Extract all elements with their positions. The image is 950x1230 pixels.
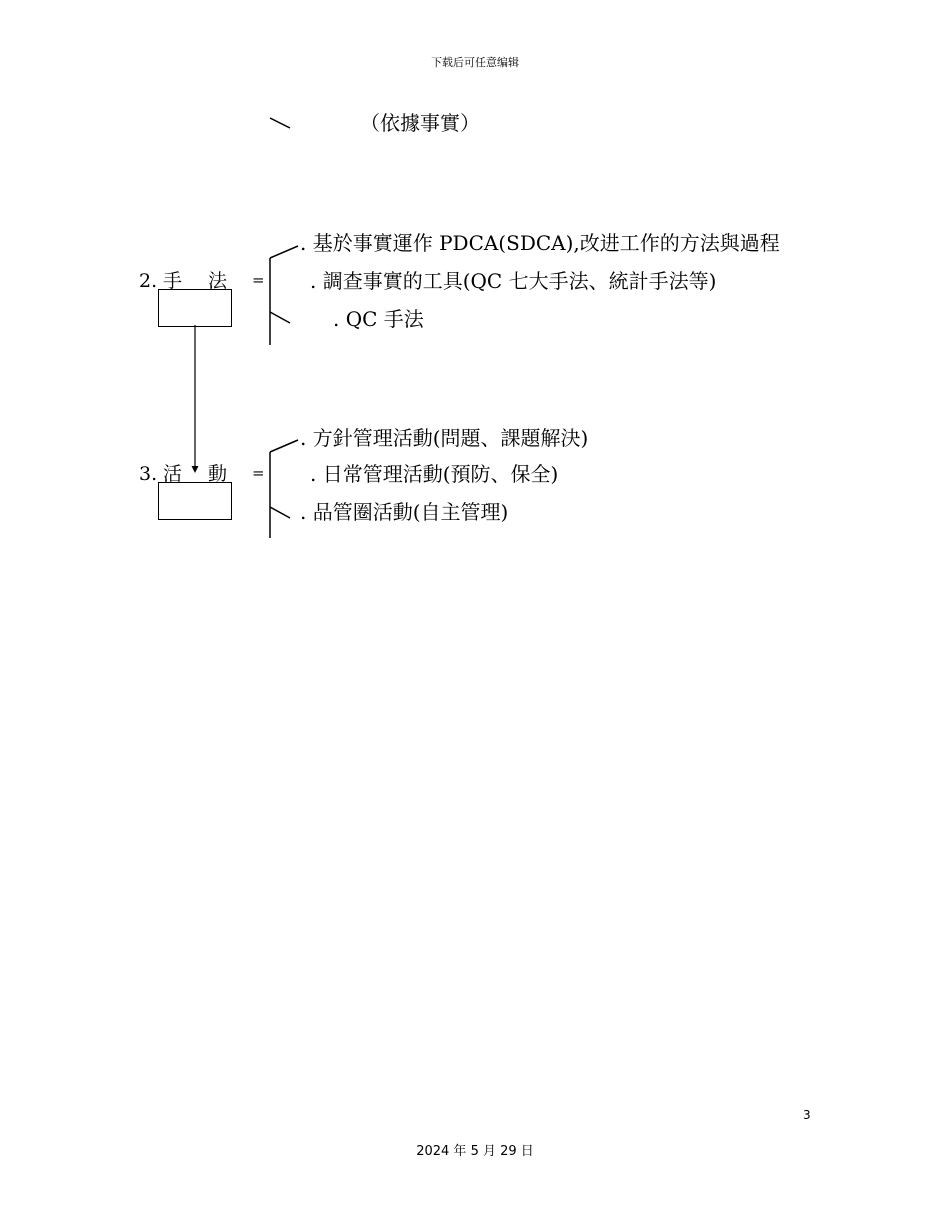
section2-item-1: . 基於事實運作 PDCA(SDCA),改进工作的方法與過程 bbox=[300, 231, 780, 255]
section2-label-box bbox=[158, 289, 232, 327]
page-number: 3 bbox=[803, 1108, 811, 1122]
section3-label-box bbox=[158, 482, 232, 520]
connector-arrow bbox=[192, 325, 199, 473]
section2-item-3: . QC 手法 bbox=[333, 307, 424, 331]
section2-label-char-1: 手 bbox=[163, 270, 183, 292]
section3-equals: = bbox=[252, 464, 265, 482]
top-slash-line bbox=[270, 118, 290, 128]
footer-date: 2024 年 5 月 29 日 bbox=[416, 1144, 534, 1159]
section3-item-1: . 方針管理活動(問題、課題解決) bbox=[300, 426, 589, 450]
fact-note: （依據事實） bbox=[360, 111, 480, 135]
section2-equals: = bbox=[252, 271, 265, 289]
section3-item-3: . 品管圈活動(自主管理) bbox=[300, 500, 509, 524]
page-header: 下载后可任意编辑 bbox=[431, 56, 519, 69]
section3-brace bbox=[270, 440, 298, 538]
section2-item-2: . 調查事實的工具(QC 七大手法、統計手法等) bbox=[310, 269, 717, 293]
section3-number: 3. bbox=[139, 463, 158, 485]
section2-brace bbox=[270, 246, 298, 345]
section3-label-char-2: 動 bbox=[208, 463, 228, 485]
section2-label-char-2: 法 bbox=[208, 270, 228, 292]
section2-number: 2. bbox=[139, 270, 158, 292]
section3-item-2: . 日常管理活動(預防、保全) bbox=[310, 462, 559, 486]
section3-label-char-1: 活 bbox=[163, 463, 183, 485]
